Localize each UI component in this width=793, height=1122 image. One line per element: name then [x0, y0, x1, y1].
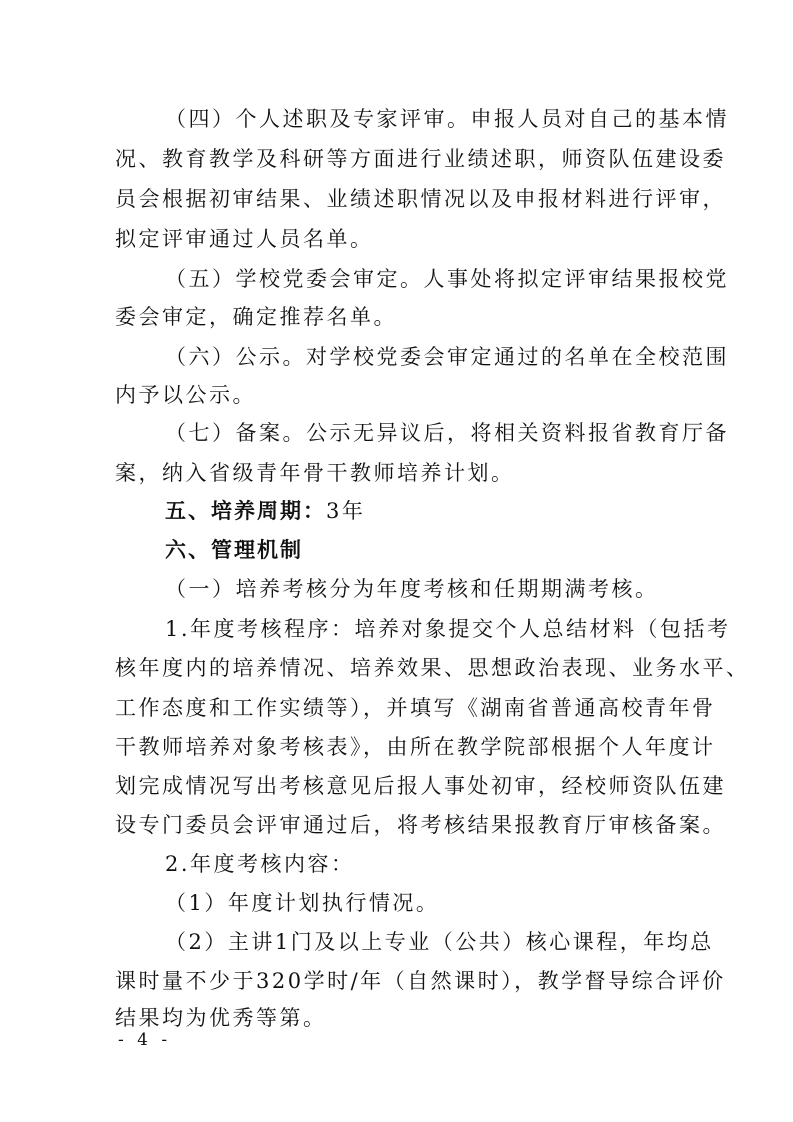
paragraph-7-line-1: （七）备案。公示无异议后，将相关资料报省教育厅备: [165, 421, 729, 445]
paragraph-6-line-1: （六）公示。对学校党委会审定通过的名单在全校范围: [165, 345, 729, 369]
paragraph-4-line-3: 员会根据初审结果、业绩述职情况以及申报材料进行评审，: [115, 187, 726, 211]
section-6-heading: 六、管理机制: [165, 538, 303, 562]
item-2-heading: 2.年度考核内容：: [165, 852, 355, 876]
section-5-heading: [165, 498, 365, 524]
section-5-value: 3年: [326, 499, 366, 523]
item-2-sub-2-line-3: 结果均为优秀等第。: [115, 1006, 327, 1030]
paragraph-4-line-4: 拟定评审通过人员名单。: [115, 227, 374, 251]
item-1-line-3: 工作态度和工作实绩等），并填写《湖南省普通高校青年骨: [115, 696, 716, 720]
paragraph-5-line-1: （五）学校党委会审定。人事处将拟定评审结果报校党: [165, 267, 729, 291]
paragraph-6-line-2: 内予以公示。: [115, 383, 256, 407]
paragraph-5-line-2: 委会审定，确定推荐名单。: [115, 305, 397, 329]
paragraph-4-line-1: （四）个人述职及专家评审。申报人员对自己的基本情: [165, 107, 729, 131]
item-2-sub-2-line-2: 课时量不少于320学时/年（自然课时），教学督导综合评价: [115, 969, 726, 993]
section-5-title: 五、培养周期：: [165, 499, 326, 523]
item-2-sub-2-line-1: （2）主讲1门及以上专业（公共）核心课程，年均总: [165, 930, 714, 954]
paragraph-4-line-2: 况、教育教学及科研等方面进行业绩述职，师资队伍建设委: [115, 147, 726, 171]
item-1-line-2: 核年度内的培养情况、培养效果、思想政治表现、业务水平、: [115, 656, 750, 680]
item-1-line-4: 干教师培养对象考核表》，由所在教学院部根据个人年度计: [115, 735, 716, 759]
item-1-line-1: 1.年度考核程序：培养对象提交个人总结材料（包括考: [165, 617, 731, 641]
subsection-1-line: （一）培养考核分为年度考核和任期期满考核。: [165, 577, 659, 601]
paragraph-7-line-2: 案，纳入省级青年骨干教师培养计划。: [115, 461, 515, 485]
item-1-line-5: 划完成情况写出考核意见后报人事处初审，经校师资队伍建: [115, 774, 726, 798]
page-number: - 4 -: [118, 1030, 172, 1050]
item-1-line-6: 设专门委员会评审通过后，将考核结果报教育厅审核备案。: [115, 813, 726, 837]
item-2-sub-1: （1）年度计划执行情况。: [165, 891, 440, 915]
